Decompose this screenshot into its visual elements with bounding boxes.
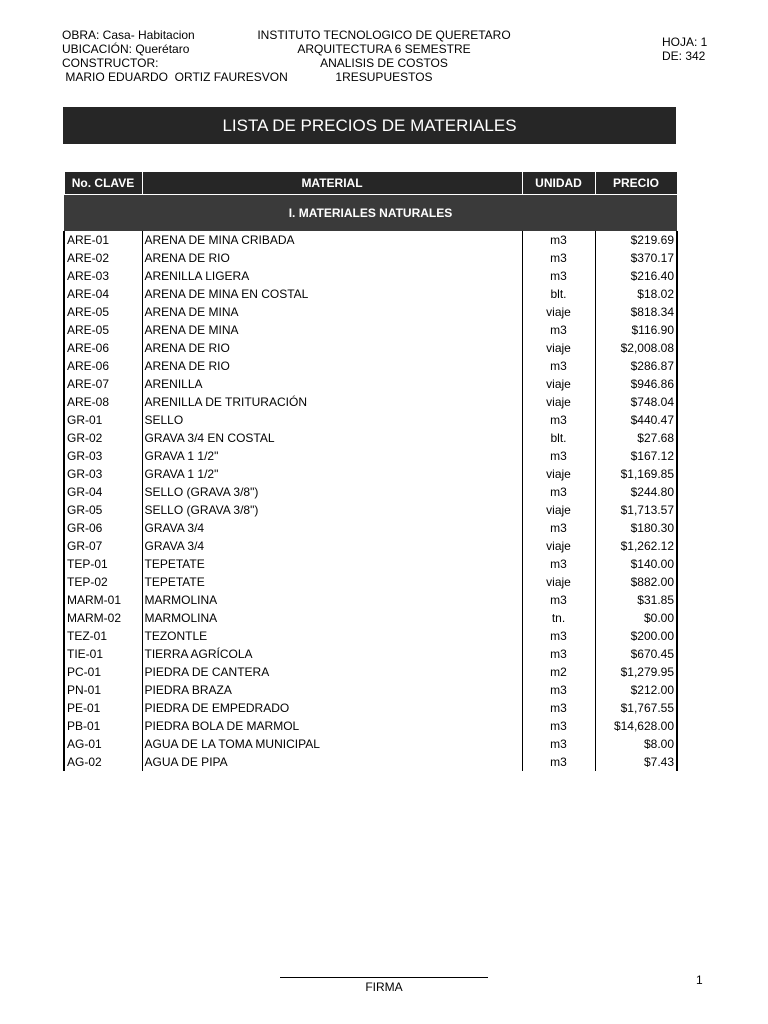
row-material: SELLO [142,411,522,429]
row-clave: TEP-01 [64,555,142,573]
row-material: ARENILLA LIGERA [142,267,522,285]
row-unidad: m3 [522,483,595,501]
materials-price-table [63,171,678,771]
row-material: AGUA DE LA TOMA MUNICIPAL [142,735,522,753]
row-material: GRAVA 1 1/2" [142,447,522,465]
row-material: TIERRA AGRÍCOLA [142,645,522,663]
table-row [64,735,677,753]
header-constructor-label: CONSTRUCTOR: [62,56,159,70]
row-material: ARENILLA DE TRITURACIÓN [142,393,522,411]
row-unidad: m3 [522,321,595,339]
table-row [64,375,677,393]
table-row [64,357,677,375]
row-material: ARENA DE MINA EN COSTAL [142,285,522,303]
row-unidad: viaje [522,501,595,519]
row-precio: $7.43 [595,753,677,771]
row-precio: $200.00 [595,627,677,645]
row-clave: GR-05 [64,501,142,519]
row-unidad: blt. [522,285,595,303]
row-unidad: m3 [522,591,595,609]
row-material: ARENA DE MINA [142,321,522,339]
row-unidad: blt. [522,429,595,447]
row-material: PIEDRA BRAZA [142,681,522,699]
row-precio: $180.30 [595,519,677,537]
section-title: I. MATERIALES NATURALES [64,195,677,232]
row-material: GRAVA 3/4 [142,519,522,537]
page-number: 1 [696,973,703,987]
row-precio: $1,169.85 [595,465,677,483]
row-unidad: viaje [522,339,595,357]
row-unidad: m3 [522,357,595,375]
row-precio: $748.04 [595,393,677,411]
table-row [64,519,677,537]
column-header-precio: PRECIO [595,172,677,195]
header-sheet-total: DE: 342 [662,49,706,63]
header-program: ARQUITECTURA 6 SEMESTRE [297,42,471,56]
row-clave: ARE-08 [64,393,142,411]
row-unidad: viaje [522,573,595,591]
row-material: TEPETATE [142,555,522,573]
row-precio: $216.40 [595,267,677,285]
row-precio: $0.00 [595,609,677,627]
row-material: SELLO (GRAVA 3/8") [142,501,522,519]
row-clave: ARE-05 [64,303,142,321]
row-clave: ARE-04 [64,285,142,303]
row-material: ARENA DE MINA CRIBADA [142,231,522,249]
row-precio: $116.90 [595,321,677,339]
row-unidad: m3 [522,249,595,267]
table-row [64,321,677,339]
row-material: ARENA DE RIO [142,249,522,267]
row-material: ARENA DE RIO [142,339,522,357]
row-precio: $286.87 [595,357,677,375]
row-clave: ARE-01 [64,231,142,249]
row-material: TEZONTLE [142,627,522,645]
header-institution [252,28,516,84]
row-precio: $14,628.00 [595,717,677,735]
table-row [64,483,677,501]
row-clave: GR-07 [64,537,142,555]
row-precio: $167.12 [595,447,677,465]
row-material: PIEDRA BOLA DE MARMOL [142,717,522,735]
row-clave: GR-03 [64,447,142,465]
row-material: SELLO (GRAVA 3/8") [142,483,522,501]
row-material: ARENA DE MINA [142,303,522,321]
table-row [64,429,677,447]
row-clave: GR-01 [64,411,142,429]
row-precio: $818.34 [595,303,677,321]
row-precio: $219.69 [595,231,677,249]
row-material: PIEDRA DE EMPEDRADO [142,699,522,717]
row-precio: $1,262.12 [595,537,677,555]
row-clave: TIE-01 [64,645,142,663]
header-obra: OBRA: Casa- Habitacion [62,28,195,42]
row-unidad: m3 [522,411,595,429]
header-institute: INSTITUTO TECNOLOGICO DE QUERETARO [257,28,511,42]
row-unidad: m3 [522,717,595,735]
signature-line [280,977,488,978]
row-clave: ARE-02 [64,249,142,267]
row-unidad: viaje [522,465,595,483]
row-precio: $27.68 [595,429,677,447]
row-unidad: viaje [522,375,595,393]
row-clave: PC-01 [64,663,142,681]
table-row [64,627,677,645]
row-clave: MARM-02 [64,609,142,627]
row-unidad: m3 [522,555,595,573]
row-unidad: tn. [522,609,595,627]
row-unidad: m3 [522,645,595,663]
row-material: PIEDRA DE CANTERA [142,663,522,681]
table-row [64,753,677,771]
table-header-row [64,172,677,195]
table-row [64,717,677,735]
header-document: 1RESUPUESTOS [335,70,433,84]
row-clave: TEP-02 [64,573,142,591]
row-precio: $8.00 [595,735,677,753]
row-unidad: viaje [522,393,595,411]
table-row [64,609,677,627]
row-material: GRAVA 3/4 [142,537,522,555]
row-unidad: m3 [522,447,595,465]
row-precio: $2,008.08 [595,339,677,357]
table-row [64,591,677,609]
row-unidad: m3 [522,231,595,249]
row-precio: $1,767.55 [595,699,677,717]
row-clave: ARE-05 [64,321,142,339]
row-precio: $882.00 [595,573,677,591]
row-unidad: m3 [522,753,595,771]
row-material: MARMOLINA [142,591,522,609]
table-row [64,267,677,285]
row-precio: $440.47 [595,411,677,429]
row-material: ARENA DE RIO [142,357,522,375]
row-precio: $244.80 [595,483,677,501]
header-sheet-number: HOJA: 1 [662,35,708,49]
row-unidad: viaje [522,537,595,555]
row-material: AGUA DE PIPA [142,753,522,771]
row-precio: $1,713.57 [595,501,677,519]
row-precio: $31.85 [595,591,677,609]
row-precio: $140.00 [595,555,677,573]
row-precio: $370.17 [595,249,677,267]
row-unidad: m3 [522,735,595,753]
table-row [64,501,677,519]
row-unidad: m3 [522,699,595,717]
row-clave: PE-01 [64,699,142,717]
row-clave: GR-04 [64,483,142,501]
row-unidad: m3 [522,627,595,645]
row-unidad: m2 [522,663,595,681]
row-unidad: m3 [522,681,595,699]
header-constructor-name: MARIO EDUARDO ORTIZ FAURESVON [62,70,288,84]
row-clave: AG-02 [64,753,142,771]
column-header-material: MATERIAL [142,172,522,195]
row-clave: ARE-06 [64,339,142,357]
table-row [64,681,677,699]
table-row [64,393,677,411]
table-row [64,537,677,555]
row-clave: GR-02 [64,429,142,447]
table-row [64,645,677,663]
section-header-row [64,195,677,232]
row-clave: ARE-07 [64,375,142,393]
row-clave: MARM-01 [64,591,142,609]
row-unidad: m3 [522,267,595,285]
column-header-clave: No. CLAVE [64,172,142,195]
row-unidad: viaje [522,303,595,321]
header-sheet-info [662,35,707,63]
row-precio: $670.45 [595,645,677,663]
row-unidad: m3 [522,519,595,537]
table-row [64,465,677,483]
signature-label: FIRMA [365,980,403,994]
row-precio: $1,279.95 [595,663,677,681]
table-row [64,663,677,681]
row-clave: TEZ-01 [64,627,142,645]
table-row [64,339,677,357]
row-clave: PB-01 [64,717,142,735]
header-ubicacion: UBICACIÓN: Querétaro [62,42,190,56]
row-clave: PN-01 [64,681,142,699]
table-row [64,411,677,429]
column-header-unidad: UNIDAD [522,172,595,195]
table-row [64,249,677,267]
table-row [64,231,677,249]
table-row [64,303,677,321]
row-material: MARMOLINA [142,609,522,627]
row-precio: $212.00 [595,681,677,699]
header-subject: ANALISIS DE COSTOS [320,56,448,70]
row-material: GRAVA 3/4 EN COSTAL [142,429,522,447]
row-material: ARENILLA [142,375,522,393]
row-clave: GR-06 [64,519,142,537]
table-row [64,699,677,717]
row-material: TEPETATE [142,573,522,591]
row-clave: ARE-03 [64,267,142,285]
table-row [64,285,677,303]
row-clave: AG-01 [64,735,142,753]
row-clave: ARE-06 [64,357,142,375]
table-row [64,573,677,591]
row-material: GRAVA 1 1/2" [142,465,522,483]
table-row [64,447,677,465]
page-title: LISTA DE PRECIOS DE MATERIALES [63,107,676,144]
row-precio: $946.86 [595,375,677,393]
row-precio: $18.02 [595,285,677,303]
table-row [64,555,677,573]
row-clave: GR-03 [64,465,142,483]
